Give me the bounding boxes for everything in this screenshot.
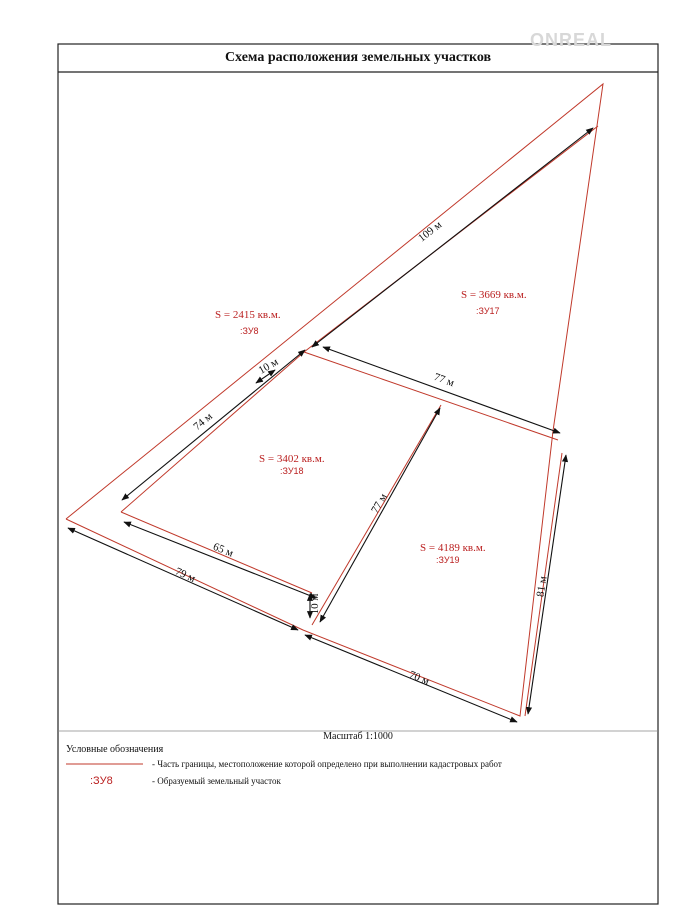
zu18-area: S = 3402 кв.м. (259, 453, 325, 465)
zu8-area: S = 2415 кв.м. (215, 309, 281, 321)
dim-81-label: 81 м (534, 575, 550, 598)
zu17-bottom-boundary (304, 352, 558, 440)
dim-79-label: 79 м (173, 565, 198, 585)
legend-label-description: - Образуемый земельный участок (152, 776, 281, 786)
zu17-area: S = 3669 кв.м. (461, 289, 527, 301)
outer-boundary (66, 84, 603, 716)
sheet-frame (58, 44, 658, 904)
dim-70-label: 70 м (407, 668, 431, 688)
parcel-boundaries (66, 84, 603, 716)
zu17-id: :ЗУ17 (476, 306, 500, 316)
scale-text: Масштаб 1:1000 (323, 731, 393, 742)
dim-77a-line (323, 347, 560, 433)
zu18-id: :ЗУ18 (280, 466, 304, 476)
dim-74-line (122, 350, 305, 500)
zu18-zu19-boundary (312, 405, 441, 625)
zu19-area: S = 4189 кв.м. (420, 542, 486, 554)
watermark: ONREAL (530, 30, 612, 50)
dim-77a-label: 77 м (432, 370, 456, 390)
dim-77b-label: 77 м (369, 491, 390, 516)
dim-109-label: 109 м (416, 218, 445, 245)
zu19-id: :ЗУ19 (436, 555, 460, 565)
page-title: Схема расположения земельных участков (224, 50, 492, 65)
dim-109-line (312, 128, 593, 347)
dim-10b-label: 10 м (309, 593, 321, 615)
legend-line-description: - Часть границы, местоположение которой определено при выполнении кадастровых работ (152, 759, 502, 769)
dim-10a-label: 10 м (256, 356, 281, 377)
zu8-id: :ЗУ8 (240, 326, 259, 336)
legend-label-example: :ЗУ8 (90, 775, 113, 787)
zu8-inner-boundary (121, 126, 598, 512)
legend-title: Условные обозначения (66, 744, 164, 755)
dim-74-label: 74 м (191, 410, 215, 433)
dim-65-label: 65 м (211, 540, 235, 560)
dim-77b-line (320, 408, 440, 622)
